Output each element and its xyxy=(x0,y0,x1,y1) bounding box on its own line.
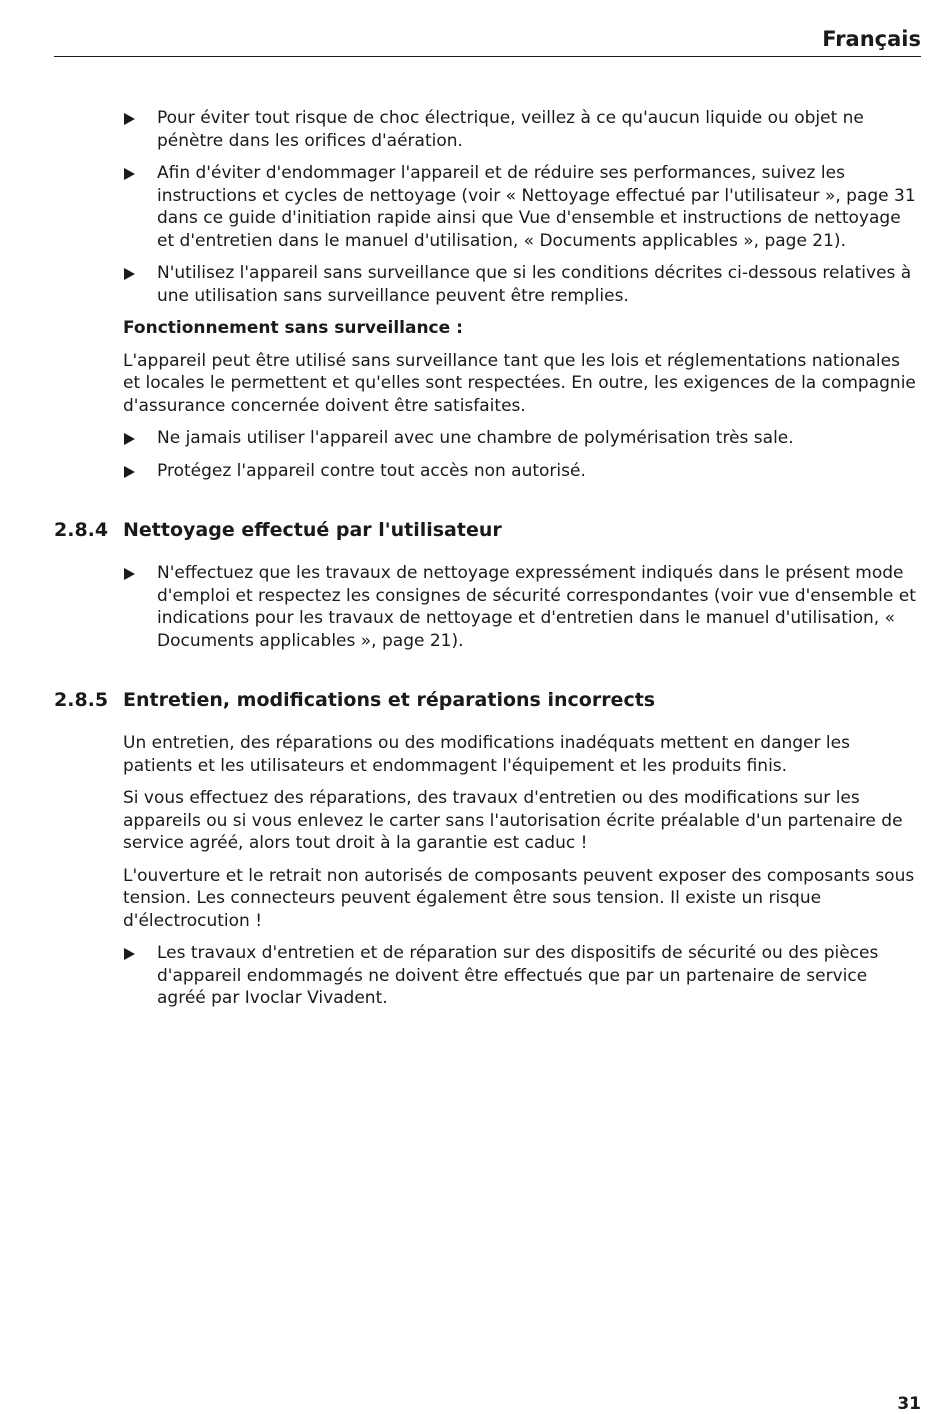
bullet-text: Afin d'éviter d'endommager l'appareil et de réduire ses performances, suivez les instructions et cycles de nettoyage (voir « Nettoyage effectué par l'utilisateur », page 31 dans ce guide d'initiation rapide ainsi que Vue d'ensemble et instructions de nettoyage et d'entretien dans le manuel d'utilisation, « Documents applicables », page 21). xyxy=(157,163,916,251)
unattended-paragraph: L'appareil peut être utilisé sans surveillance tant que les lois et réglementations nationales et locales le permettent et qu'elles sont respectées. En outre, les exigences de la compagnie d'assurance concernée doivent être satisfaites. xyxy=(123,350,916,416)
paragraph: L'ouverture et le retrait non autorisés de composants peuvent exposer des composants sous tension. Les connecteurs peuvent également être sous tension. Il existe un risque d'électrocution ! xyxy=(123,865,915,931)
section-number: 2.8.4 xyxy=(54,519,109,541)
paragraph: Si vous effectuez des réparations, des travaux d'entretien ou des modifications sur les appareils ou si vous enlevez le carter sans l'autorisation écrite préalable d'un partenaire de service agréé, alors tout droit à la garantie est caduc ! xyxy=(123,788,903,853)
section-heading-284 xyxy=(54,518,920,542)
section-number: 2.8.5 xyxy=(54,689,109,711)
bullet-arrow-icon xyxy=(124,168,135,180)
section-title: Entretien, modifications et réparations incorrects xyxy=(123,689,656,711)
bullet-text: Protégez l'appareil contre tout accès non autorisé. xyxy=(157,460,586,481)
list-item xyxy=(123,262,920,307)
bullet-text: N'effectuez que les travaux de nettoyage expressément indiqués dans le présent mode d'emploi et respectez les consignes de sécurité correspondantes (voir vue d'ensemble et indications pour les travaux de nettoyage et d'entretien dans le manuel d'utilisation, « Documents applicables », page 21). xyxy=(157,563,916,651)
bullet-arrow-icon xyxy=(124,568,135,580)
bullet-arrow-icon xyxy=(124,466,135,478)
bullet-arrow-icon xyxy=(124,433,135,445)
list-item xyxy=(123,162,920,252)
page-number: 31 xyxy=(897,1394,921,1414)
bullet-arrow-icon xyxy=(124,948,135,960)
list-item xyxy=(123,942,920,1010)
list-item xyxy=(123,107,920,152)
bullet-text: Les travaux d'entretien et de réparation sur des dispositifs de sécurité ou des pièces d'appareil endommagés ne doivent être effectués que par un partenaire de service agréé par Ivoclar Vivadent. xyxy=(157,943,879,1008)
list-item xyxy=(123,427,920,450)
header-divider xyxy=(54,56,921,57)
section-title: Nettoyage effectué par l'utilisateur xyxy=(123,519,502,541)
bullet-text: Ne jamais utiliser l'appareil avec une chambre de polymérisation très sale. xyxy=(157,428,794,448)
list-item xyxy=(123,562,920,652)
unattended-heading: Fonctionnement sans surveillance : xyxy=(123,318,463,338)
header-language: Français xyxy=(822,27,921,51)
paragraph: Un entretien, des réparations ou des modifications inadéquats mettent en danger les patients et les utilisateurs et endommagent l'équipement et les produits finis. xyxy=(123,733,850,776)
bullet-text: N'utilisez l'appareil sans surveillance que si les conditions décrites ci-dessous relatives à une utilisation sans surveillance peuvent être remplies. xyxy=(157,263,912,306)
bullet-arrow-icon xyxy=(124,113,135,125)
page-content xyxy=(54,107,920,1020)
bullet-arrow-icon xyxy=(124,268,135,280)
bullet-text: Pour éviter tout risque de choc électrique, veillez à ce qu'aucun liquide ou objet ne pénètre dans les orifices d'aération. xyxy=(157,108,864,151)
list-item xyxy=(123,460,920,483)
section-heading-285 xyxy=(54,688,920,712)
